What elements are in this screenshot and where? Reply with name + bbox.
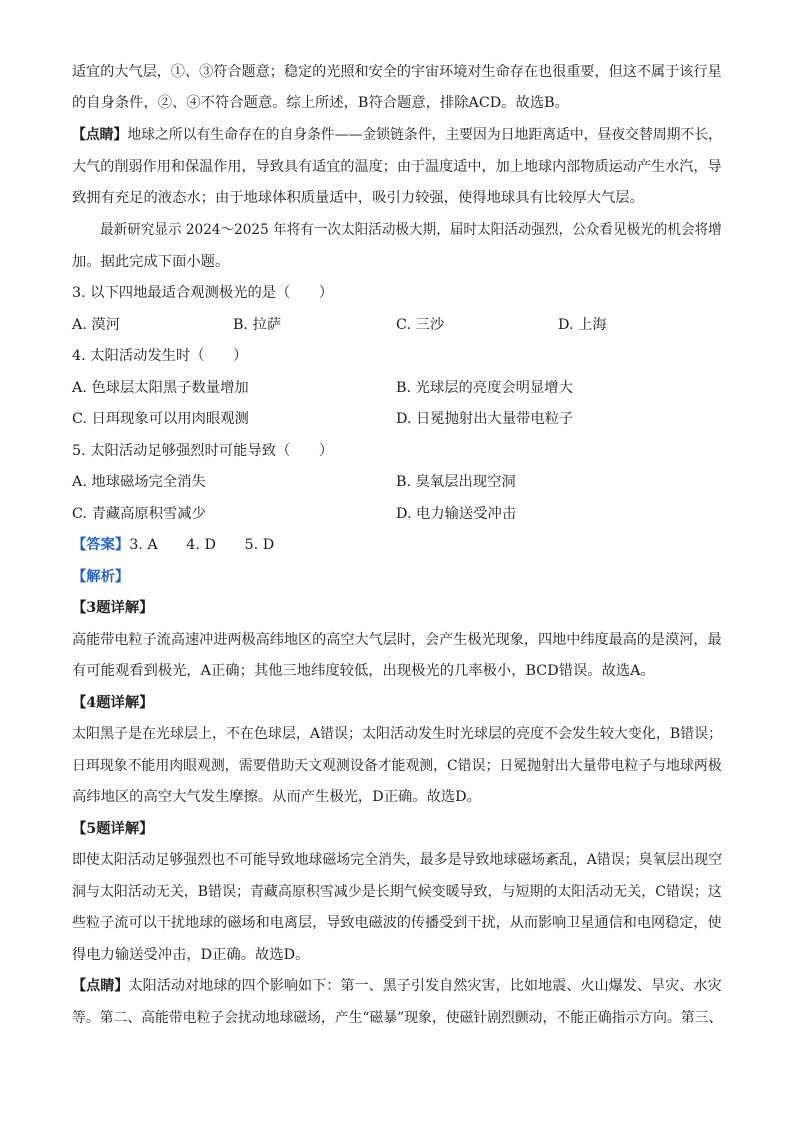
question-4-option-b: B. 光球层的亮度会明显增大 <box>396 380 573 396</box>
detail-line: 些粒子流可以干扰地球的磁场和电离层，导致电磁波的传播受到干扰，从而影响卫星通信和电网稳定，使 <box>72 915 722 931</box>
dianjing-tag: 【点睛】 <box>72 978 129 994</box>
analysis-tag: 【解析】 <box>72 569 130 585</box>
question-5-option-b: B. 臭氧层出现空洞 <box>396 474 516 490</box>
question-3-stem: 3. 以下四地最适合观测极光的是（ ） <box>72 285 334 301</box>
detail-3-tag: 【3题详解】 <box>72 600 154 616</box>
question-4-option-a: A. 色球层太阳黑子数量增加 <box>72 380 249 396</box>
answer-line <box>72 535 274 555</box>
detail-line: 日珥现象不能用肉眼观测，需要借助天文观测设备才能观测，C错误；日冕抛射出大量带电粒子与地球两极 <box>72 758 722 774</box>
question-4-option-c: C. 日珥现象可以用肉眼观测 <box>72 411 249 427</box>
paragraph-text: 太阳活动对地球的四个影响如下：第一、黑子引发自然灾害，比如地震、火山爆发、旱灾、水灾 <box>128 978 722 994</box>
paragraph-line: 适宜的大气层，①、③符合题意；稳定的光照和安全的宇宙环境对生命存在也很重要，但这不属于该行星 <box>72 64 722 80</box>
paragraph-line: 等。第二、高能带电粒子会扰动地球磁场，产生“磁暴”现象，使磁针剧烈颤动，不能正确指示方向。第三、 <box>72 1010 723 1026</box>
detail-line: 高能带电粒子流高速冲进两极高纬地区的高空大气层时，会产生极光现象，四地中纬度最高的是漠河，最 <box>72 632 722 648</box>
question-3-option-d: D. 上海 <box>558 317 607 333</box>
question-5-option-c: C. 青藏高原积雪减少 <box>72 506 206 522</box>
intro-line: 最新研究显示 2024～2025 年将有一次太阳活动极大期，届时太阳活动强烈，公众看见极光的机会将增 <box>100 222 722 238</box>
question-4-option-d: D. 日冕抛射出大量带电粒子 <box>396 411 574 427</box>
question-5-option-a: A. 地球磁场完全消失 <box>72 474 206 490</box>
detail-line: 太阳黑子是在光球层上，不在色球层，A错误；太阳活动发生时光球层的亮度不会发生较大变化，B错误； <box>72 726 723 742</box>
question-4-stem: 4. 太阳活动发生时（ ） <box>72 348 248 364</box>
dianjing-tag: 【点睛】 <box>72 127 128 143</box>
dianjing-paragraph <box>72 125 722 145</box>
detail-line: 有可能观看到极光，A正确；其他三地纬度较低，出现极光的几率极小，BCD错误。故选A。 <box>72 663 655 679</box>
detail-5-tag: 【5题详解】 <box>72 821 154 837</box>
paragraph-line: 大气的削弱作用和保温作用，导致具有适宜的温度；由于温度适中，加上地球内部物质运动产生水汽，导 <box>72 159 722 175</box>
question-3-option-a: A. 漠河 <box>72 317 121 333</box>
answer-text: 3. A 4. D 5. D <box>129 537 275 553</box>
detail-line: 高纬地区的高空大气发生摩擦。从而产生极光，D正确。故选D。 <box>72 789 481 805</box>
intro-line: 加。据此完成下面小题。 <box>72 254 230 270</box>
paragraph-text: 地球之所以有生命存在的自身条件——金锁链条件，主要因为日地距离适中，昼夜交替周期不长， <box>127 127 722 143</box>
detail-line: 即使太阳活动足够强烈也不可能导致地球磁场完全消失，最多是导致地球磁场紊乱，A错误；臭氧层出现空 <box>72 852 723 868</box>
detail-line: 洞与太阳活动无关，B错误；青藏高原积雪减少是长期气候变暖导致，与短期的太阳活动无关，C错误；这 <box>72 884 722 900</box>
question-5-stem: 5. 太阳活动足够强烈时可能导致（ ） <box>72 443 334 459</box>
question-3-option-c: C. 三沙 <box>396 317 445 333</box>
detail-4-tag: 【4题详解】 <box>72 695 154 711</box>
paragraph-line: 的自身条件，②、④不符合题意。综上所述，B符合题意，排除ACD。故选B。 <box>72 95 569 111</box>
dianjing-paragraph <box>72 976 722 996</box>
paragraph-line: 致拥有充足的液态水；由于地球体积质量适中，吸引力较强，使得地球具有比较厚大气层。 <box>72 190 644 206</box>
question-3-option-b: B. 拉萨 <box>233 317 282 333</box>
question-5-option-d: D. 电力输送受冲击 <box>396 506 517 522</box>
answer-tag: 【答案】 <box>72 537 130 553</box>
detail-line: 得电力输送受冲击，D正确。故选D。 <box>72 947 310 963</box>
